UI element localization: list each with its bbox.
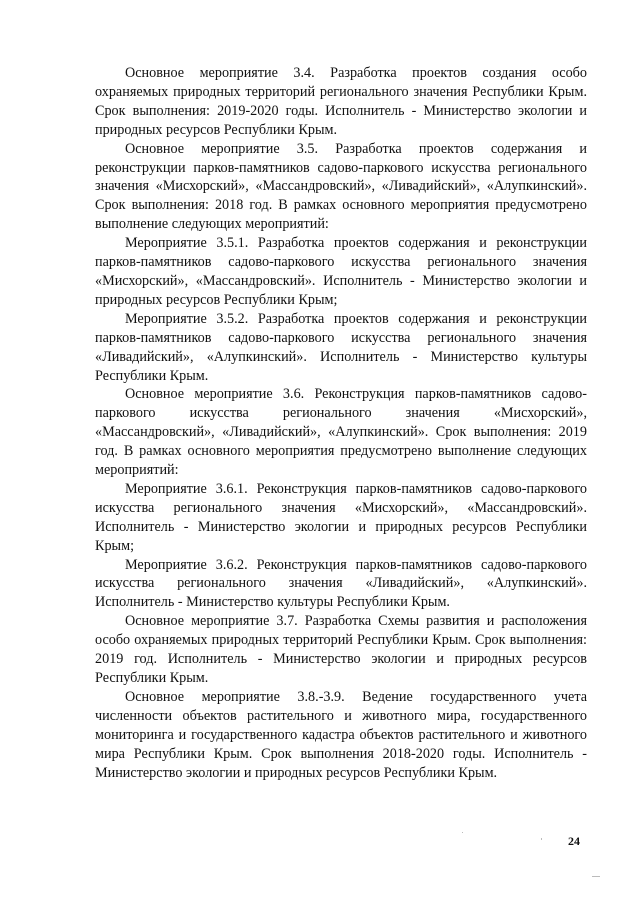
paragraph-measure-3-5-1: Мероприятие 3.5.1. Разработка проектов содержания и реконструкции парков-памятников садово-паркового искусства регионального значения «Мисхорский», «Массандровский». Исполнитель - Министерство экологии и природных ресурсов Республики Крым;: [95, 235, 587, 308]
paragraph-measure-3-6-2: Мероприятие 3.6.2. Реконструкция парков-памятников садово-паркового искусства регионального значения «Ливадийский», «Алупкинский». Исполнитель - Министерство культуры Республики Крым.: [95, 556, 587, 611]
page-number: 24: [568, 834, 580, 848]
paragraph-measure-3-4: Основное мероприятие 3.4. Разработка проектов создания особо охраняемых природных территорий регионального значения Республики Крым. Срок выполнения: 2019-2020 годы. Исполнитель - Министерство экологии и природных ресурсов Республики Крым.: [95, 65, 587, 138]
body-text: [95, 64, 587, 782]
paragraph-measure-3-6-1: Мероприятие 3.6.1. Реконструкция парков-памятников садово-паркового искусства регионального значения «Мисхорский», «Массандровский». Исполнитель - Министерство экологии и природных ресурсов Республики Крым;: [95, 480, 587, 554]
scan-speck: [592, 876, 600, 877]
paragraph-measure-3-5-2: Мероприятие 3.5.2. Разработка проектов содержания и реконструкции парков-памятников садово-паркового искусства регионального значения «Ливадийский», «Алупкинский». Исполнитель - Министерство культуры Республики Крым.: [95, 310, 587, 384]
paragraph-measure-3-6: Основное мероприятие 3.6. Реконструкция парков-памятников садово-паркового искусства регионального значения «Мисхорский», «Массандровский», «Ливадийский», «Алупкинский». Срок выполнения: 2019 год. В рамках основного мероприятия предусмотрено выполнение следующих мероприятий:: [95, 386, 587, 479]
paragraph-measure-3-7: Основное мероприятие 3.7. Разработка Схемы развития и расположения особо охраняемых природных территорий Республики Крым. Срок выполнения: 2019 год. Исполнитель - Министерство экологии и природных ресурсов Республики Крым.: [95, 613, 587, 686]
paragraph-measure-3-5: Основное мероприятие 3.5. Разработка проектов содержания и реконструкции парков-памятников садово-паркового искусства регионального значения «Мисхорский», «Массандровский», «Ливадийский», «Алупкинский». Срок выполнения: 2018 год. В рамках основного мероприятия предусмотрено выполнение следующих мероприятий:: [95, 140, 587, 233]
paragraph-measure-3-8-3-9: Основное мероприятие 3.8.-3.9. Ведение государственного учета численности объектов растительного и животного мира, государственного мониторинга и государственного кадастра объектов растительного и животного мира Республики Крым. Срок выполнения 2018-2020 годы. Исполнитель - Министерство экологии и природных ресурсов Республики Крым.: [95, 688, 587, 781]
scan-speck: [541, 838, 542, 840]
scan-speck: [462, 832, 463, 833]
